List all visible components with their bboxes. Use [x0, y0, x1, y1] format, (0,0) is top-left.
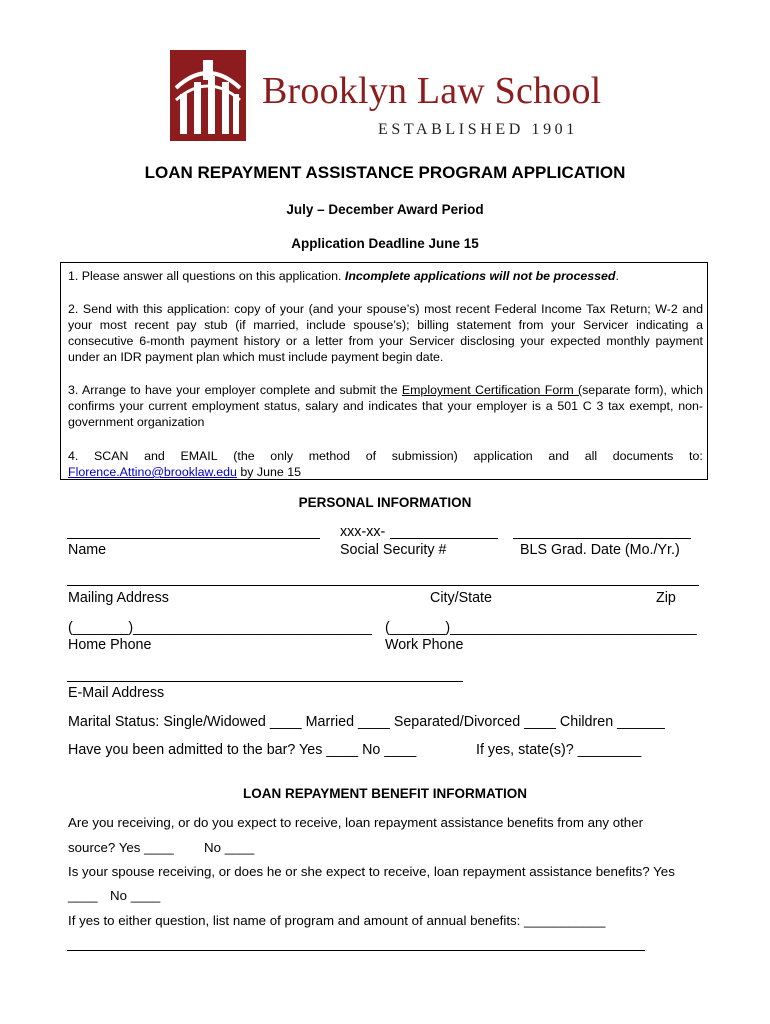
email-link[interactable]: Florence.Attino@brooklaw.edu: [68, 465, 237, 479]
bar-states-field[interactable]: If yes, state(s)? ________: [476, 742, 642, 758]
instruction-4-word: all: [584, 449, 598, 463]
instruction-4-word: (the: [233, 449, 255, 463]
logo-school-name: Brooklyn Law School: [262, 70, 602, 112]
logo-established: ESTABLISHED 1901: [378, 121, 578, 138]
instruction-3: [68, 382, 703, 430]
email-field[interactable]: [67, 681, 463, 682]
instruction-1: [68, 268, 703, 284]
instruction-4-word: application: [473, 449, 533, 463]
marital-status-line[interactable]: Marital Status: Single/Widowed ____ Married ____ Separated/Divorced ____ Children ______: [68, 714, 665, 730]
instruction-4-line1: [68, 448, 703, 464]
instruction-1-emphasis: Incomplete applications will not be processed: [344, 269, 616, 283]
zip-label: Zip: [656, 590, 676, 606]
instruction-4-word: method: [308, 449, 351, 463]
ssn-label: Social Security #: [340, 542, 447, 558]
school-logo: [170, 50, 600, 142]
personal-info-heading: PERSONAL INFORMATION: [298, 495, 472, 510]
benefit-q1-yes[interactable]: source? Yes ____: [68, 840, 174, 855]
instruction-4-word: of: [365, 449, 377, 463]
mailing-address-field[interactable]: [67, 585, 699, 586]
grad-date-field[interactable]: [513, 538, 691, 539]
benefit-question-2: Is your spouse receiving, or does he or she expect to receive, loan repayment assistance benefits? Yes: [68, 864, 675, 879]
instruction-4-word: only: [270, 449, 294, 463]
instruction-3-text: 3. Arrange to have your employer complete and submit the: [68, 383, 402, 397]
instruction-1-end: .: [615, 269, 619, 283]
instruction-4: [68, 448, 703, 480]
instruction-4-deadline: by June 15: [236, 465, 302, 479]
benefit-q2-yes[interactable]: ____: [68, 888, 98, 903]
bar-admission-question[interactable]: Have you been admitted to the bar? Yes ____ No ____: [68, 742, 417, 758]
mailing-address-label: Mailing Address: [68, 590, 169, 606]
benefit-q2-no[interactable]: No ____: [110, 888, 161, 903]
award-period: July – December Award Period: [286, 202, 484, 217]
instruction-2: 2. Send with this application: copy of your (and your spouse’s) most recent Federal Income Tax Return; W-2 and your most recent pay stub (if married, include spouse’s); billing statement from your Servicer indicating a consecutive 6-month payment history or a letter from your Servicer disclosing your expected monthly payment under an IDR payment plan which must include payment begin date.: [68, 302, 703, 364]
benefit-q1-no[interactable]: No ____: [204, 840, 255, 855]
home-phone-label: Home Phone: [68, 637, 152, 653]
grad-date-label: BLS Grad. Date (Mo./Yr.): [520, 542, 680, 558]
benefit-info-heading: LOAN REPAYMENT BENEFIT INFORMATION: [242, 786, 527, 801]
instruction-3-rest: separate form), which confirms your current employment status, salary and indicates that your employer is a 501 C 3 tax exempt, non-government organization: [68, 383, 703, 429]
instruction-1-text: 1. Please answer all questions on this application.: [68, 269, 342, 283]
name-label: Name: [68, 542, 107, 558]
instructions-box: [60, 262, 708, 480]
benefit-details-field[interactable]: [67, 950, 645, 951]
email-label: E-Mail Address: [68, 685, 165, 701]
instruction-4-word: 4.: [68, 449, 79, 463]
work-phone-label: Work Phone: [385, 637, 464, 653]
instruction-4-word: to:: [689, 449, 703, 463]
instruction-4-word: SCAN: [94, 449, 129, 463]
ssn-prefix: xxx-xx-: [340, 524, 386, 540]
instruction-4-word: documents: [612, 449, 674, 463]
benefit-question-1: Are you receiving, or do you expect to receive, loan repayment assistance benefits from any other: [68, 815, 644, 830]
home-phone-field[interactable]: (_______)______________________________: [68, 620, 372, 636]
instruction-4-word: submission): [391, 449, 458, 463]
ssn-field[interactable]: [390, 538, 498, 539]
instruction-4-word: and: [548, 449, 570, 463]
name-field[interactable]: [67, 538, 320, 539]
bridge-logo-icon: [170, 50, 246, 141]
city-state-label: City/State: [430, 590, 492, 606]
application-deadline: Application Deadline June 15: [291, 236, 479, 251]
form-title: LOAN REPAYMENT ASSISTANCE PROGRAM APPLICATION: [144, 163, 626, 182]
benefit-question-3[interactable]: If yes to either question, list name of program and amount of annual benefits: ___________: [68, 913, 606, 928]
instruction-4-word: and: [144, 449, 165, 463]
work-phone-field[interactable]: (_______)_______________________________: [385, 620, 697, 636]
employment-certification-form-link[interactable]: Employment Certification Form (: [401, 383, 583, 397]
instruction-4-word: EMAIL: [180, 449, 218, 463]
